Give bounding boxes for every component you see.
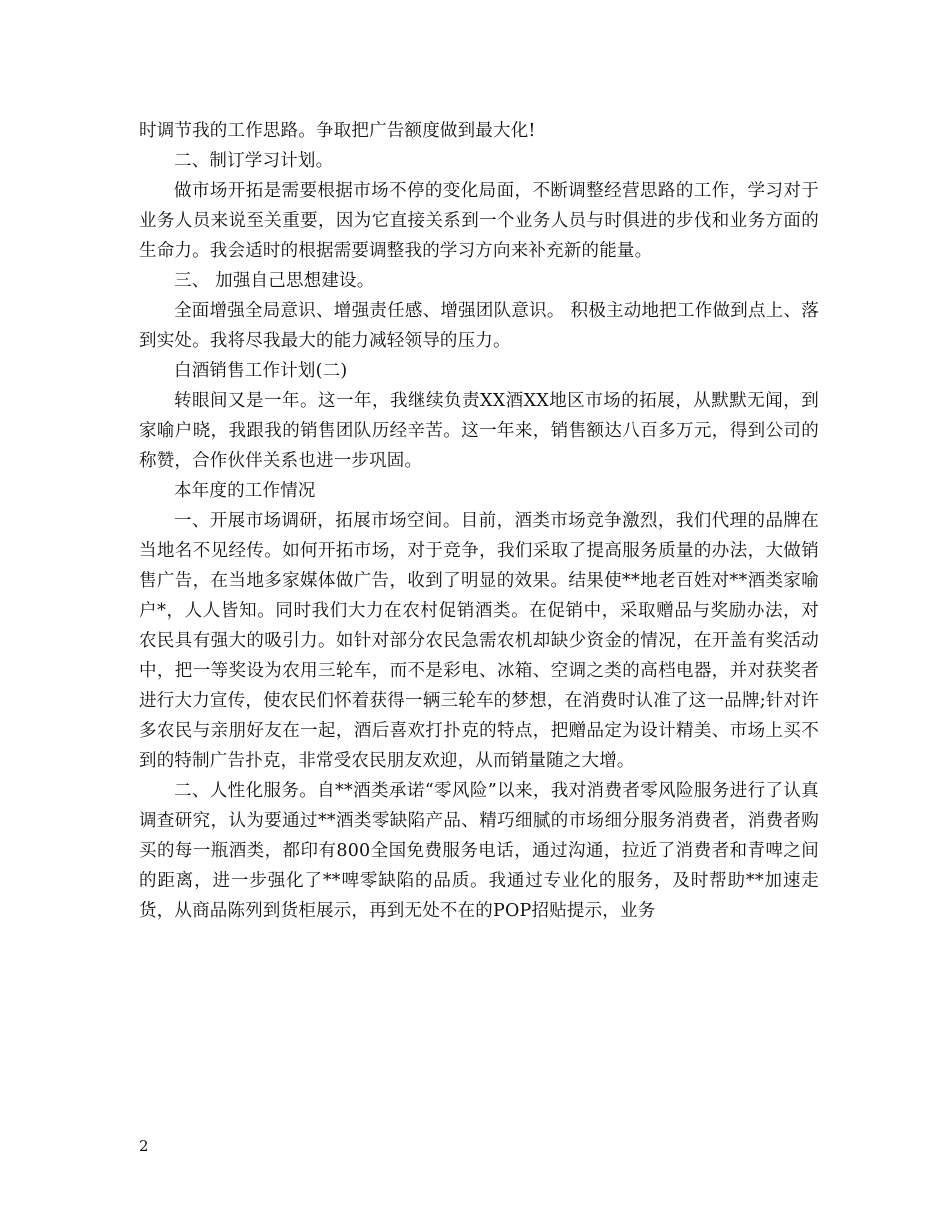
heading-work-status: 本年度的工作情况 xyxy=(174,481,316,501)
paragraph-year-summary: 转眼间又是一年。这一年，我继续负责XX酒XX地区市场的拓展，从默默无闻，到家喻户晓，我跟我的销售团队历经辛苦。这一年来，销售额达八百多万元，得到公司的称赞，合作伙伴关系也进一步巩固。 xyxy=(139,391,819,471)
heading-thought-building: 三、 加强自己思想建设。 xyxy=(174,271,375,291)
paragraph-study-plan: 做市场开拓是需要根据市场不停的变化局面，不断调整经营思路的工作，学习对于业务人员来说至关重要，因为它直接关系到一个业务人员与时俱进的步伐和业务方面的生命力。我会适时的根据需要调整我的学习方向来补充新的能量。 xyxy=(139,181,819,261)
page-number: 2 xyxy=(139,1137,149,1155)
heading-study-plan: 二、制订学习计划。 xyxy=(174,151,334,171)
document-body xyxy=(139,116,819,926)
paragraph-1: 时调节我的工作思路。争取把广告额度做到最大化! xyxy=(139,121,536,141)
section-title-sales-plan-2: 白酒销售工作计划(二) xyxy=(174,361,348,381)
paragraph-market-research: 一、开展市场调研，拓展市场空间。目前，酒类市场竞争激烈，我们代理的品牌在当地名不见经传。如何开拓市场，对于竞争，我们采取了提高服务质量的办法，大做销售广告，在当地多家媒体做广告，收到了明显的效果。结果使**地老百姓对**酒类家喻户*，人人皆知。同时我们大力在农村促销酒类。在促销中，采取赠品与奖励办法，对农民具有强大的吸引力。如针对部分农民急需农机却缺少资金的情况，在开盖有奖活动中，把一等奖设为农用三轮车，而不是彩电、冰箱、空调之类的高档电器，并对获奖者进行大力宣传，使农民们怀着获得一辆三轮车的梦想，在消费时认准了这一品牌;针对许多农民与亲朋好友在一起，酒后喜欢打扑克的特点，把赠品定为设计精美、市场上买不到的特制广告扑克，非常受农民朋友欢迎，从而销量随之大增。 xyxy=(139,511,819,771)
paragraph-humanized-service: 二、人性化服务。自**酒类承诺“零风险”以来，我对消费者零风险服务进行了认真调查研究，认为要通过**酒类零缺陷产品、精巧细腻的市场细分服务消费者，消费者购买的每一瓶酒类，都印有800全国免费服务电话，通过沟通，拉近了消费者和青啤之间的距离，进一步强化了**啤零缺陷的品质。我通过专业化的服务，及时帮助**加速走货，从商品陈列到货柜展示，再到无处不在的POP招贴提示，业务 xyxy=(139,781,819,921)
paragraph-thought-building: 全面增强全局意识、增强责任感、增强团队意识。 积极主动地把工作做到点上、落到实处。我将尽我最大的能力减轻领导的压力。 xyxy=(139,301,819,351)
